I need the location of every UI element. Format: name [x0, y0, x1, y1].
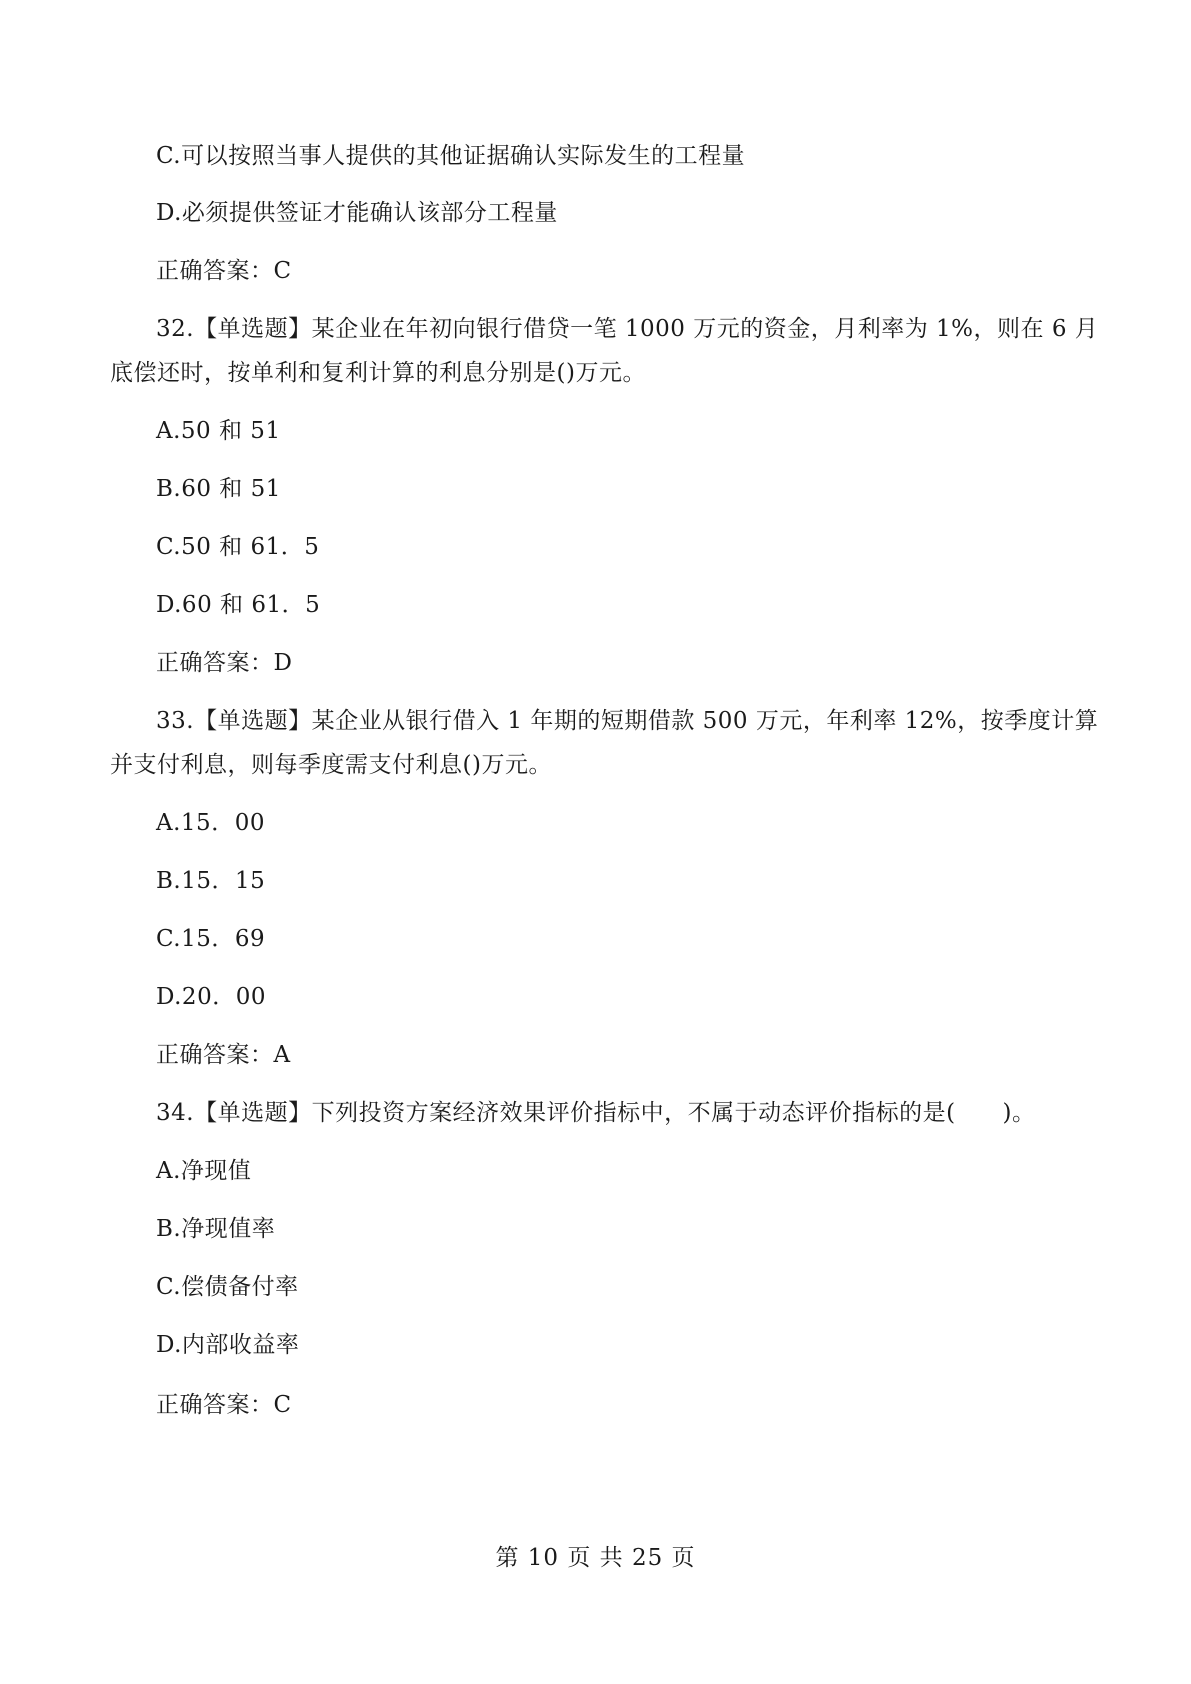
q32-stem-line-2: 底偿还时，按单利和复利计算的利息分别是()万元。	[110, 360, 646, 386]
q33-option-b: B.15．15	[156, 868, 266, 894]
q34-answer: 正确答案：C	[156, 1392, 292, 1418]
page-number-footer: 第 10 页 共 25 页	[495, 1545, 696, 1571]
q32-option-d: D.60 和 61．5	[156, 592, 321, 618]
q31-option-c: C.可以按照当事人提供的其他证据确认实际发生的工程量	[156, 143, 746, 169]
q32-option-c: C.50 和 61．5	[156, 534, 320, 560]
q32-answer: 正确答案：D	[156, 650, 293, 676]
q34-option-d: D.内部收益率	[156, 1332, 300, 1358]
q32-option-a: A.50 和 51	[156, 418, 281, 444]
q31-option-d: D.必须提供签证才能确认该部分工程量	[156, 200, 558, 226]
q33-option-a: A.15．00	[156, 810, 265, 836]
q33-stem-line-2: 并支付利息，则每季度需支付利息()万元。	[110, 752, 552, 778]
q33-stem-line-1: 33.【单选题】某企业从银行借入 1 年期的短期借款 500 万元，年利率 12%，按季度计算	[156, 708, 1099, 734]
q33-answer: 正确答案：A	[156, 1042, 291, 1068]
q32-stem-line-1: 32.【单选题】某企业在年初向银行借贷一笔 1000 万元的资金，月利率为 1%，则在 6 月	[156, 316, 1099, 342]
q33-option-d: D.20．00	[156, 984, 266, 1010]
q34-option-c: C.偿债备付率	[156, 1274, 299, 1300]
q34-option-a: A.净现值	[156, 1158, 252, 1184]
q33-option-c: C.15．69	[156, 926, 266, 952]
q34-stem-line-1: 34.【单选题】下列投资方案经济效果评价指标中，不属于动态评价指标的是( )。	[156, 1100, 1036, 1126]
q31-answer: 正确答案：C	[156, 258, 292, 284]
q32-option-b: B.60 和 51	[156, 476, 281, 502]
q34-option-b: B.净现值率	[156, 1216, 276, 1242]
